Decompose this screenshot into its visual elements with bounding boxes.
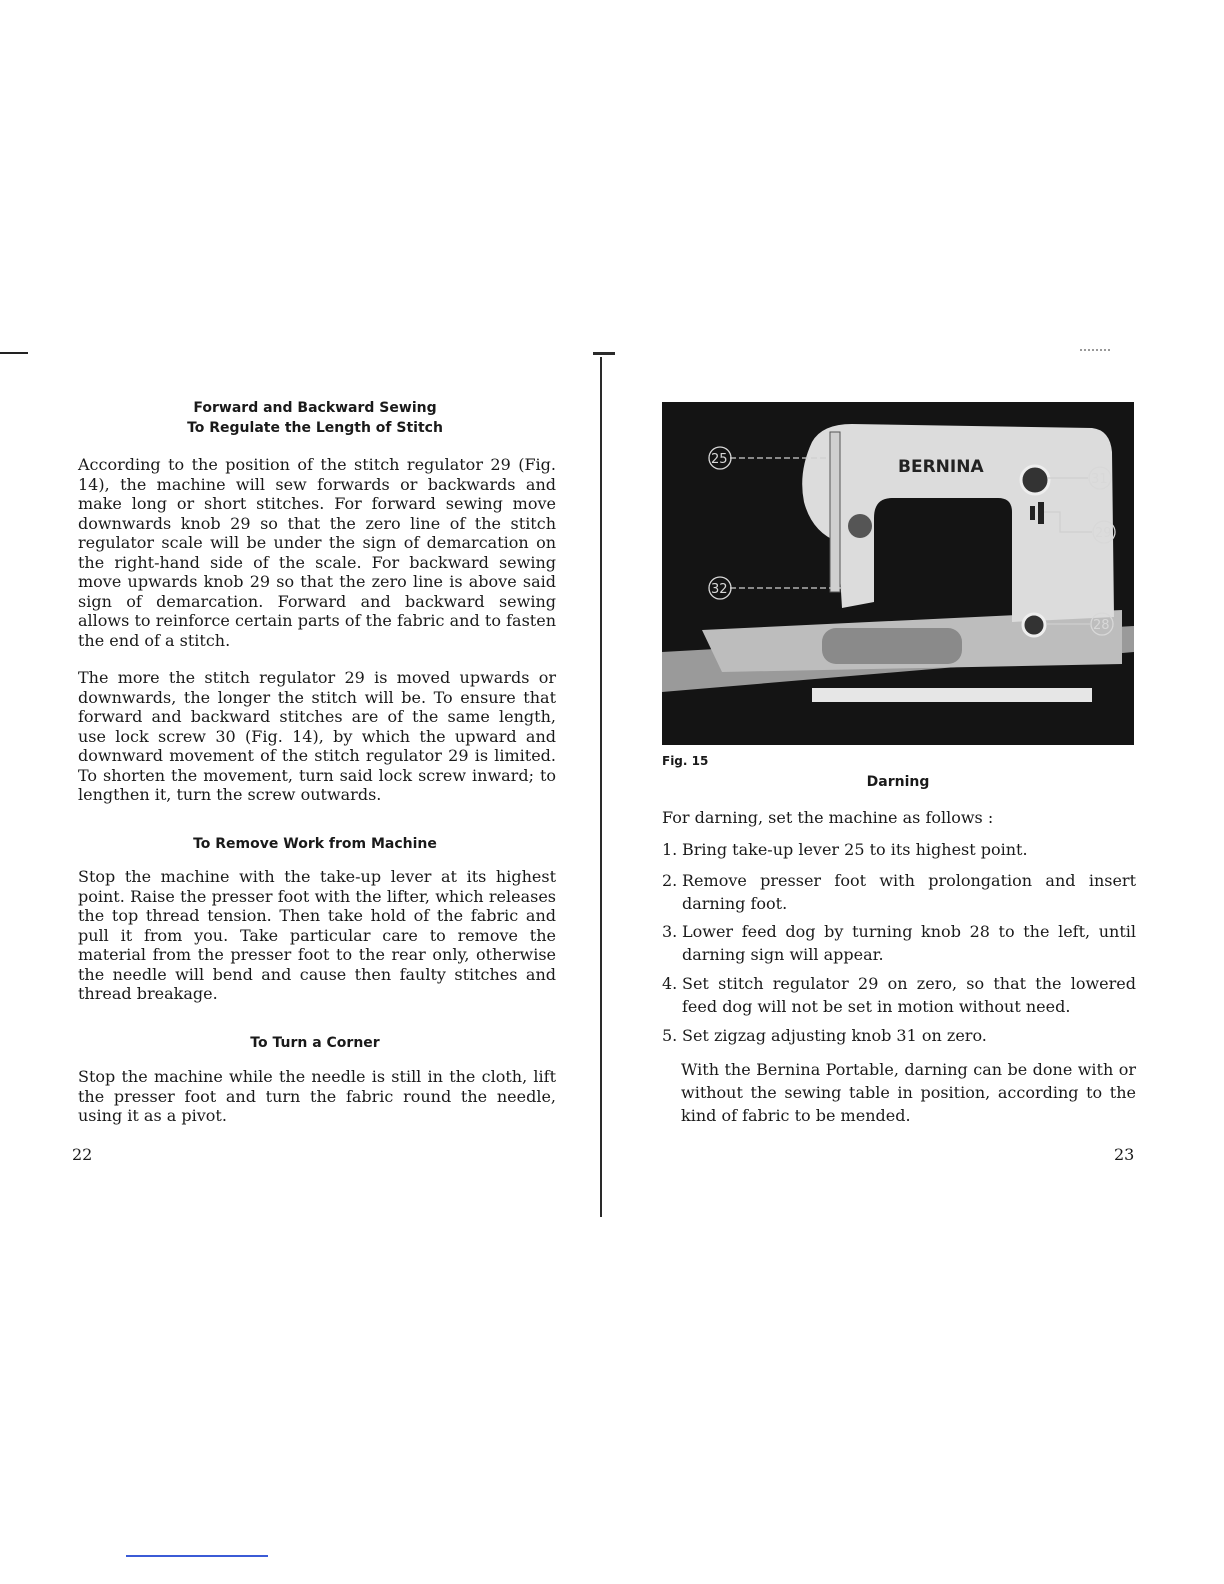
- feed-dog-knob-28: [1023, 614, 1045, 636]
- list-item-text: Lower feed dog by turning knob 28 to the left, until darning sign will appear.: [682, 922, 1136, 964]
- paragraph-turn-corner: Stop the machine while the needle is still in the cloth, lift the presser foot and turn the fabric round the needle, using it as a pivot.: [78, 1067, 556, 1125]
- brand-label: BERNINA: [898, 457, 984, 477]
- callout-28-label: 28: [1093, 618, 1110, 633]
- list-item-text: Remove presser foot with prolongation and insert darning foot.: [682, 871, 1136, 913]
- stitch-regulator-29: [1030, 506, 1035, 520]
- page-number-right: 23: [1114, 1145, 1135, 1164]
- darning-note: With the Bernina Portable, darning can be done with or without the sewing table in position, according to the kind of fabric to be mended.: [681, 1060, 1136, 1125]
- callout-32-label: 32: [711, 582, 728, 597]
- sewing-machine-illustration: [662, 402, 1134, 745]
- figure-photo: [662, 402, 1134, 745]
- edge-dots-right: [1080, 349, 1110, 353]
- list-item-5: [662, 1025, 1138, 1049]
- zigzag-knob-31: [1021, 466, 1049, 494]
- heading-line-2: To Regulate the Length of Stitch: [187, 420, 443, 436]
- tension-dial: [848, 514, 872, 538]
- callout-25-label: 25: [711, 452, 728, 467]
- callout-29-label: 29: [1095, 526, 1112, 541]
- crease-top-mark: [593, 352, 615, 355]
- list-item-number: 1.: [662, 840, 678, 859]
- page-number-left: 22: [72, 1145, 93, 1164]
- paragraph-stitch-direction: According to the position of the stitch regulator 29 (Fig. 14), the machine will sew forwards or backwards and make long or short stitches. For forward sewing move downwards knob 29 so that the zero line of the stitch regulator scale will be under the sign of demarcation on the right-hand side of the scale. For backward sewing move upwards knob 29 so that the zero line is above said sign of demarcation. Forward and backward sewing allows to reinforce certain parts of the fabric and to fasten the end of a stitch.: [78, 455, 556, 650]
- heading-turn-corner: To Turn a Corner: [250, 1035, 380, 1051]
- needle-bar: [830, 432, 840, 592]
- heading-remove-work: To Remove Work from Machine: [193, 836, 437, 852]
- edge-mark-left: [0, 352, 28, 354]
- paragraph-stitch-length: The more the stitch regulator 29 is moved upwards or downwards, the longer the stitch will be. To ensure that forward and backward stitches are of the same length, use lock screw 30 (Fig. 14), by which the upward and downward movement of the stitch regulator 29 is limited. To shorten the movement, turn said lock screw inward; to lengthen it, turn the screw outwards.: [78, 668, 556, 804]
- list-item-1: [662, 839, 1138, 863]
- stitch-regulator-lever: [1038, 502, 1044, 524]
- list-item-number: 2.: [662, 871, 678, 890]
- heading-forward-backward: [80, 398, 550, 438]
- list-item-number: 4.: [662, 974, 678, 993]
- list-item-number: 3.: [662, 922, 678, 941]
- table-plate: [812, 688, 1092, 702]
- list-item-number: 5.: [662, 1026, 678, 1045]
- list-item-text: Set zigzag adjusting knob 31 on zero.: [682, 1026, 987, 1045]
- heading-darning: Darning: [866, 774, 930, 790]
- heading-line-1: Forward and Backward Sewing: [193, 400, 437, 416]
- list-item-4: [662, 973, 1138, 1021]
- list-item-2: [662, 870, 1138, 918]
- list-item-3: [662, 921, 1138, 969]
- page-crease: [600, 357, 602, 1217]
- list-item-text: Bring take-up lever 25 to its highest point.: [682, 840, 1028, 859]
- darning-intro: For darning, set the machine as follows :: [662, 808, 994, 827]
- list-item-text: Set stitch regulator 29 on zero, so that the lowered feed dog will not be set in motion without need.: [682, 974, 1136, 1016]
- link-underline: [126, 1555, 268, 1557]
- machine-base-cylinder: [822, 628, 962, 664]
- paragraph-remove-work: Stop the machine with the take-up lever at its highest point. Raise the presser foot with the lifter, which releases the top thread tension. Then take hold of the fabric and pull it from you. Take particular care to remove the material from the presser foot to the rear only, otherwise the needle will bend and cause then faulty stitches and thread breakage.: [78, 867, 556, 1003]
- figure-label: Fig. 15: [662, 754, 709, 768]
- callout-31-label: 31: [1091, 472, 1108, 487]
